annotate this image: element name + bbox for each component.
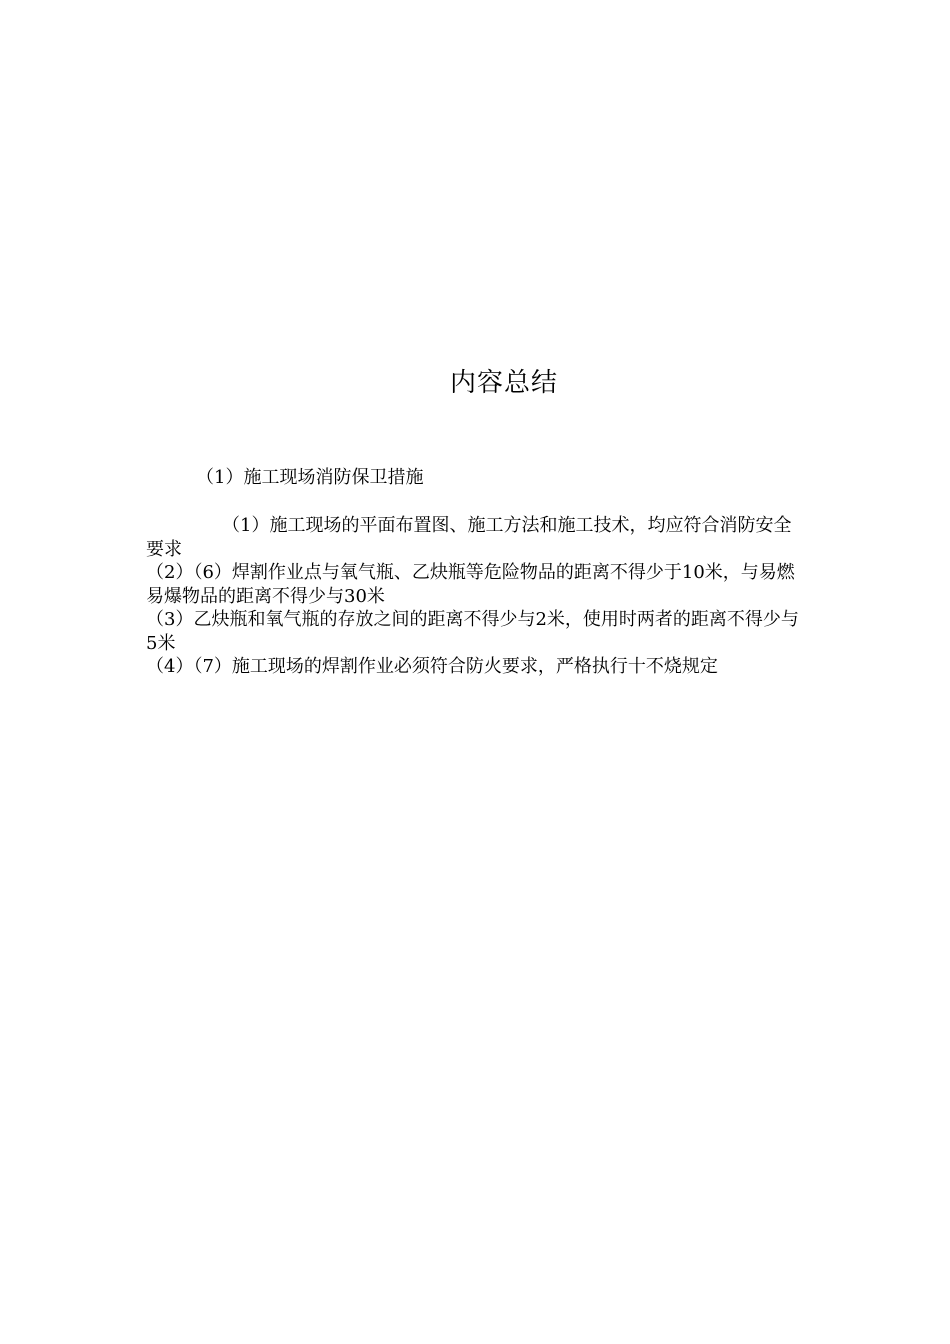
- page-title: 内容总结: [449, 368, 558, 398]
- paragraph-3: （3）乙炔瓶和氧气瓶的存放之间的距离不得少与2米，使用时两者的距离不得少与5米: [146, 609, 799, 654]
- section-heading: （1）施工现场消防保卫措施: [196, 467, 424, 488]
- body-text: [146, 514, 806, 679]
- paragraph-2: （2）（6）焊割作业点与氧气瓶、乙炔瓶等危险物品的距离不得少于10米，与易燃易爆物品的距离不得少与30米: [146, 562, 795, 607]
- paragraph-4: （4）（7）施工现场的焊割作业必须符合防火要求，严格执行十不烧规定: [146, 656, 718, 677]
- paragraph-1: （1）施工现场的平面布置图、施工方法和施工技术，均应符合消防安全要求: [146, 515, 792, 560]
